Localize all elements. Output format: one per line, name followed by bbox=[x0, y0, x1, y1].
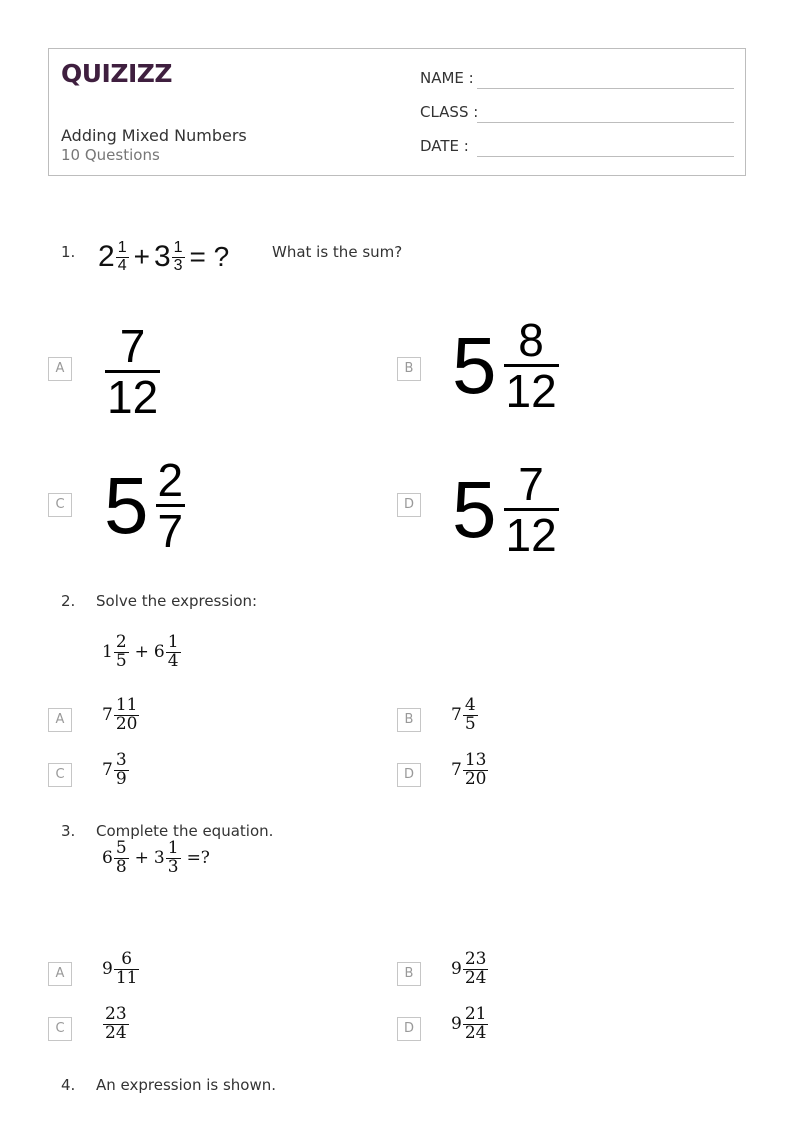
q1-a-fraction bbox=[105, 322, 160, 422]
q2-plus: + bbox=[134, 642, 149, 663]
q3-fraction-2 bbox=[166, 840, 181, 877]
q3-c-fraction bbox=[103, 1006, 129, 1043]
q2-den-1: 5 bbox=[115, 650, 127, 671]
question-2-prompt: Solve the expression: bbox=[96, 592, 258, 610]
q3-choice-a-answer[interactable] bbox=[102, 951, 140, 988]
q1-choice-d-box[interactable]: D bbox=[397, 493, 421, 517]
q3-b-den: 24 bbox=[464, 967, 487, 988]
q3-choice-d-box[interactable]: D bbox=[397, 1017, 421, 1041]
q3-num-1: 5 bbox=[115, 838, 127, 858]
q3-a-fraction bbox=[114, 951, 140, 988]
date-line[interactable] bbox=[477, 156, 734, 157]
date-field[interactable] bbox=[420, 135, 734, 159]
question-3-expression bbox=[102, 840, 215, 877]
q2-c-fraction bbox=[114, 752, 129, 789]
q1-num-2: 1 bbox=[173, 239, 183, 256]
q2-a-num: 11 bbox=[115, 695, 138, 715]
question-4-number: 4. bbox=[61, 1076, 76, 1094]
q2-d-fraction bbox=[463, 752, 489, 789]
q1-c-whole: 5 bbox=[104, 460, 149, 550]
q1-c-den: 7 bbox=[157, 505, 184, 558]
class-label: CLASS : bbox=[420, 103, 479, 121]
q2-a-whole: 7 bbox=[102, 705, 113, 726]
q1-c-num: 2 bbox=[157, 454, 184, 506]
q3-den-2: 3 bbox=[167, 856, 179, 877]
q3-d-whole: 9 bbox=[451, 1014, 462, 1035]
q3-c-num: 23 bbox=[105, 1004, 127, 1024]
q1-b-den: 12 bbox=[505, 365, 557, 418]
q3-d-den: 24 bbox=[464, 1022, 487, 1043]
q3-whole-2: 3 bbox=[153, 848, 165, 869]
q2-d-whole: 7 bbox=[451, 760, 462, 781]
q2-c-whole: 7 bbox=[102, 760, 113, 781]
q2-num-2: 1 bbox=[167, 632, 179, 652]
question-4-prompt: An expression is shown. bbox=[96, 1076, 277, 1094]
question-1-number: 1. bbox=[61, 243, 76, 261]
q1-a-num: 7 bbox=[119, 320, 146, 372]
q1-c-fraction bbox=[156, 456, 186, 556]
class-field[interactable] bbox=[420, 101, 734, 125]
q2-a-fraction bbox=[114, 697, 140, 734]
question-2-expression bbox=[102, 634, 182, 671]
name-line[interactable] bbox=[477, 88, 734, 89]
q3-b-fraction bbox=[463, 951, 489, 988]
q2-choice-d-box[interactable]: D bbox=[397, 763, 421, 787]
q1-plus: + bbox=[133, 241, 150, 273]
q1-choice-a-answer[interactable] bbox=[104, 322, 161, 422]
q3-choice-b-box[interactable]: B bbox=[397, 962, 421, 986]
q3-choice-c-box[interactable]: C bbox=[48, 1017, 72, 1041]
q2-choice-d-answer[interactable] bbox=[451, 752, 489, 789]
q2-fraction-2 bbox=[166, 634, 181, 671]
q2-b-num: 4 bbox=[464, 695, 476, 715]
class-line[interactable] bbox=[477, 122, 734, 123]
q1-choice-d-answer[interactable] bbox=[452, 460, 560, 560]
q2-b-whole: 7 bbox=[451, 705, 462, 726]
q3-a-den: 11 bbox=[115, 967, 138, 988]
quizizz-logo: QUIZIZZ bbox=[61, 59, 173, 88]
q1-a-den: 12 bbox=[107, 371, 159, 424]
q1-fraction-1 bbox=[116, 240, 129, 275]
q3-num-2: 1 bbox=[167, 838, 179, 858]
q3-c-den: 24 bbox=[105, 1022, 127, 1043]
q3-whole-1: 6 bbox=[102, 848, 113, 869]
q2-a-den: 20 bbox=[115, 713, 138, 734]
q2-choice-a-answer[interactable] bbox=[102, 697, 140, 734]
q1-whole-1: 2 bbox=[98, 240, 115, 274]
q3-b-whole: 9 bbox=[451, 959, 462, 980]
q1-choice-a-box[interactable]: A bbox=[48, 357, 72, 381]
q1-whole-2: 3 bbox=[153, 240, 171, 274]
q3-a-whole: 9 bbox=[102, 959, 113, 980]
q1-den-1: 4 bbox=[117, 256, 127, 274]
q2-whole-2: 6 bbox=[153, 642, 165, 663]
q3-choice-d-answer[interactable] bbox=[451, 1006, 489, 1043]
q1-d-whole: 5 bbox=[452, 464, 497, 554]
q2-choice-b-box[interactable]: B bbox=[397, 708, 421, 732]
q3-plus: + bbox=[134, 848, 149, 869]
q3-a-num: 6 bbox=[121, 949, 133, 969]
q1-choice-b-box[interactable]: B bbox=[397, 357, 421, 381]
q2-c-num: 3 bbox=[115, 750, 127, 770]
q2-num-1: 2 bbox=[115, 632, 127, 652]
q2-den-2: 4 bbox=[167, 650, 179, 671]
worksheet-title: Adding Mixed Numbers bbox=[61, 126, 247, 145]
q2-b-den: 5 bbox=[464, 713, 476, 734]
q2-c-den: 9 bbox=[115, 768, 127, 789]
worksheet-header bbox=[48, 48, 746, 176]
q1-d-num: 7 bbox=[518, 458, 544, 510]
q3-d-fraction bbox=[463, 1006, 489, 1043]
q1-b-num: 8 bbox=[518, 314, 544, 366]
q3-b-num: 23 bbox=[464, 949, 487, 969]
q1-b-fraction bbox=[504, 316, 559, 416]
q3-choice-a-box[interactable]: A bbox=[48, 962, 72, 986]
q1-num-1: 1 bbox=[117, 239, 127, 256]
q3-den-1: 8 bbox=[115, 856, 127, 877]
q1-d-fraction bbox=[504, 460, 559, 560]
q1-den-2: 3 bbox=[173, 256, 183, 274]
q1-choice-c-answer[interactable] bbox=[104, 456, 186, 556]
q2-choice-b-answer[interactable] bbox=[451, 697, 479, 734]
q1-b-whole: 5 bbox=[452, 320, 497, 410]
question-1-expression bbox=[98, 240, 233, 275]
date-label: DATE : bbox=[420, 137, 469, 155]
q2-choice-c-answer[interactable] bbox=[102, 752, 130, 789]
q2-d-den: 20 bbox=[464, 768, 487, 789]
q3-d-num: 21 bbox=[464, 1004, 487, 1024]
q1-equals: = ? bbox=[189, 241, 230, 273]
q1-choice-c-box[interactable]: C bbox=[48, 493, 72, 517]
question-1-prompt: What is the sum? bbox=[272, 243, 403, 261]
q3-equals: =? bbox=[186, 848, 210, 869]
q3-choice-c-answer[interactable] bbox=[102, 1006, 130, 1043]
name-field[interactable] bbox=[420, 67, 734, 91]
q1-d-den: 12 bbox=[505, 509, 557, 562]
q2-choice-c-box[interactable]: C bbox=[48, 763, 72, 787]
q2-choice-a-box[interactable]: A bbox=[48, 708, 72, 732]
question-2-number: 2. bbox=[61, 592, 76, 610]
q2-whole-1: 1 bbox=[102, 642, 113, 663]
question-count: 10 Questions bbox=[61, 146, 160, 164]
question-3-number: 3. bbox=[61, 822, 76, 840]
q2-fraction-1 bbox=[114, 634, 129, 671]
q2-d-num: 13 bbox=[464, 750, 487, 770]
q3-choice-b-answer[interactable] bbox=[451, 951, 489, 988]
q3-fraction-1 bbox=[114, 840, 129, 877]
q1-choice-b-answer[interactable] bbox=[452, 316, 560, 416]
name-label: NAME : bbox=[420, 69, 474, 87]
q2-b-fraction bbox=[463, 697, 478, 734]
question-3-prompt: Complete the equation. bbox=[96, 822, 274, 840]
q1-fraction-2 bbox=[172, 240, 185, 275]
